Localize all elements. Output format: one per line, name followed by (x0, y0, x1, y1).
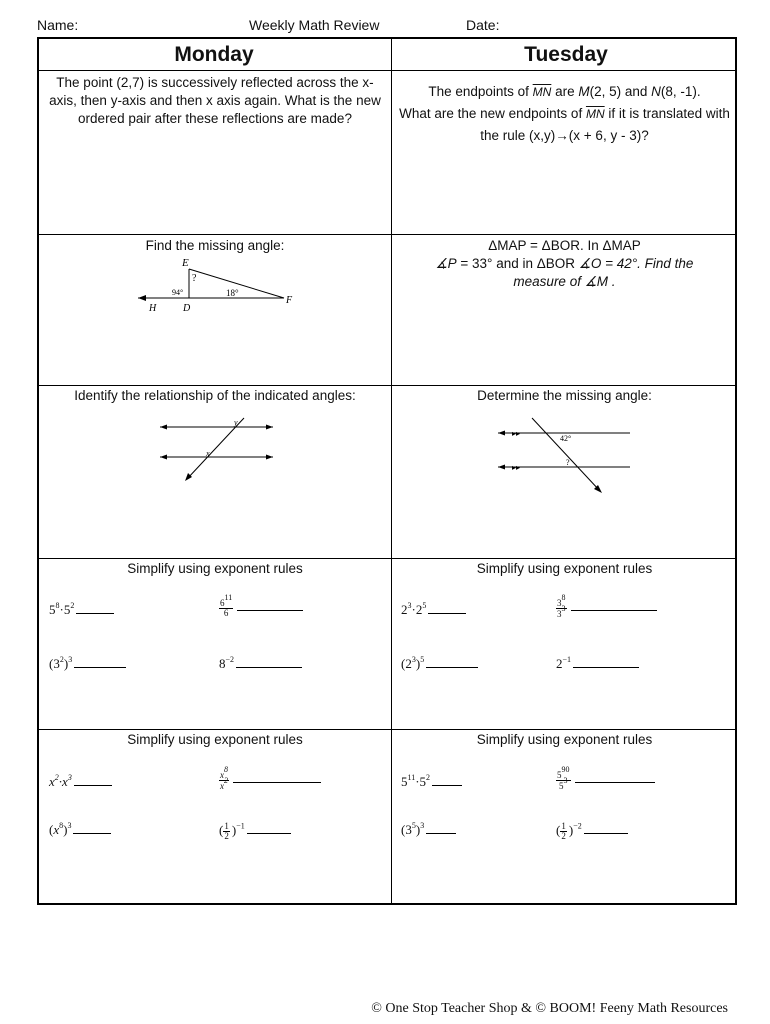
exponent-problem: $x^2\cdot x^3$ (49, 774, 112, 790)
tuesday-problem-translation (392, 81, 737, 146)
segment-mn: $\overline{MN}$ (532, 85, 552, 99)
tuesday-missing-angle-prompt: Determine the missing angle: (477, 388, 652, 403)
exponent-problem: ( $\frac{1}{2}$ )$^{-2}$ (556, 822, 628, 841)
tuesday-heading: Tuesday (524, 43, 608, 66)
text-fragment: What are the new endpoints of (399, 106, 586, 121)
review-grid (37, 37, 737, 905)
segment-mn: $\overline{MN}$ (585, 107, 605, 121)
row-divider (39, 70, 737, 71)
text-line: ΔMAP = ΔBOR. In ΔMAP (488, 238, 641, 253)
triangle-diagram (134, 255, 304, 315)
row-divider (39, 558, 737, 559)
exponent-problem: $\frac{3^8}{3^3}$ (556, 598, 657, 619)
parallel-lines-diagram (154, 414, 279, 484)
exponent-problem: $5^{11}\cdot 5^2$ (401, 774, 462, 790)
monday-angle-relationship-prompt: Identify the relationship of the indicated angles: (74, 388, 356, 403)
label-e: E (182, 257, 189, 269)
label-h: H (149, 303, 157, 314)
label-d: D (183, 303, 191, 314)
transversal-diagram (494, 417, 639, 495)
exponent-problem: $2^3\cdot 2^5$ (401, 602, 466, 618)
exponent-problem: $\frac{5^{90}}{5^3}$ (556, 770, 655, 791)
exponent-problem: $(3^5)^3$ (401, 822, 456, 838)
angle-o: ∡O (578, 256, 602, 271)
exponent-problem: $\frac{x^8}{x^2}$ (219, 770, 321, 791)
exponent-problem: ( $\frac{1}{2}$ )$^{-1}$ (219, 822, 291, 841)
text-fragment: if it is translated with the rule (x,y)→(x + 6, y - 3)? (480, 106, 730, 143)
label-angle-a: 94° (172, 288, 184, 297)
exponent-problem: $(3^2)^3$ (49, 656, 126, 672)
label-unknown: ? (192, 273, 197, 284)
text-fragment: = 33° and in ΔBOR (456, 256, 579, 271)
parallel-marks-icon: ▸▸ (512, 463, 521, 472)
exponent-problem: $(x^8)^3$ (49, 822, 111, 838)
point-n-coords: (8, -1). (660, 84, 701, 99)
monday-missing-angle-prompt: Find the missing angle: (145, 238, 285, 253)
monday-problem-reflection: The point (2,7) is successively reflected across the x-axis, then y-axis and then x axis again. What is the new ordered pair after these reflections are made? (49, 75, 381, 126)
exponent-problem: $\frac{6^{11}}{6}$ (219, 598, 303, 618)
tuesday-congruent-triangles-problem (392, 237, 737, 291)
text-fragment: are (551, 84, 579, 99)
exponent-problem: $5^8\cdot 5^2$ (49, 602, 114, 618)
label-angle-b: 18° (226, 288, 239, 298)
point-m: M (578, 84, 590, 99)
label-angle-y: y (234, 418, 238, 427)
angle-p: ∡P (435, 256, 457, 271)
worksheet-title: Weekly Math Review (249, 17, 380, 33)
monday-heading: Monday (174, 43, 254, 66)
date-label: Date: (466, 17, 500, 33)
name-label: Name: (37, 17, 79, 33)
column-divider (391, 39, 392, 905)
exponent-problem: $8^{-2}$ (219, 656, 302, 672)
row5-monday-heading: Simplify using exponent rules (127, 732, 303, 747)
row4-tuesday-heading: Simplify using exponent rules (476, 561, 653, 576)
text-line: measure of ∡M . (513, 274, 616, 289)
point-n: N (651, 84, 661, 99)
label-unknown-angle: ? (566, 458, 570, 467)
row-divider (39, 385, 737, 386)
text-fragment: and (621, 84, 652, 99)
copyright-footer: © One Stop Teacher Shop & © BOOM! Feeny Math Resources (371, 1001, 728, 1016)
parallel-marks-icon: ▸▸ (512, 429, 521, 438)
exponent-problem: $(2^3)^5$ (401, 656, 478, 672)
point-m-coords: (2, 5) (589, 84, 622, 99)
exponent-problem: $2^{-1}$ (556, 656, 639, 672)
text-fragment: = 42°. Find the (601, 256, 694, 271)
label-angle-42: 42° (560, 434, 572, 443)
row-divider (39, 234, 737, 235)
text-fragment: The endpoints of (428, 84, 533, 99)
row4-monday-heading: Simplify using exponent rules (127, 561, 303, 576)
row5-tuesday-heading: Simplify using exponent rules (476, 732, 653, 747)
row-divider (39, 729, 737, 730)
label-angle-x: x (206, 449, 210, 458)
label-f: F (286, 295, 293, 306)
